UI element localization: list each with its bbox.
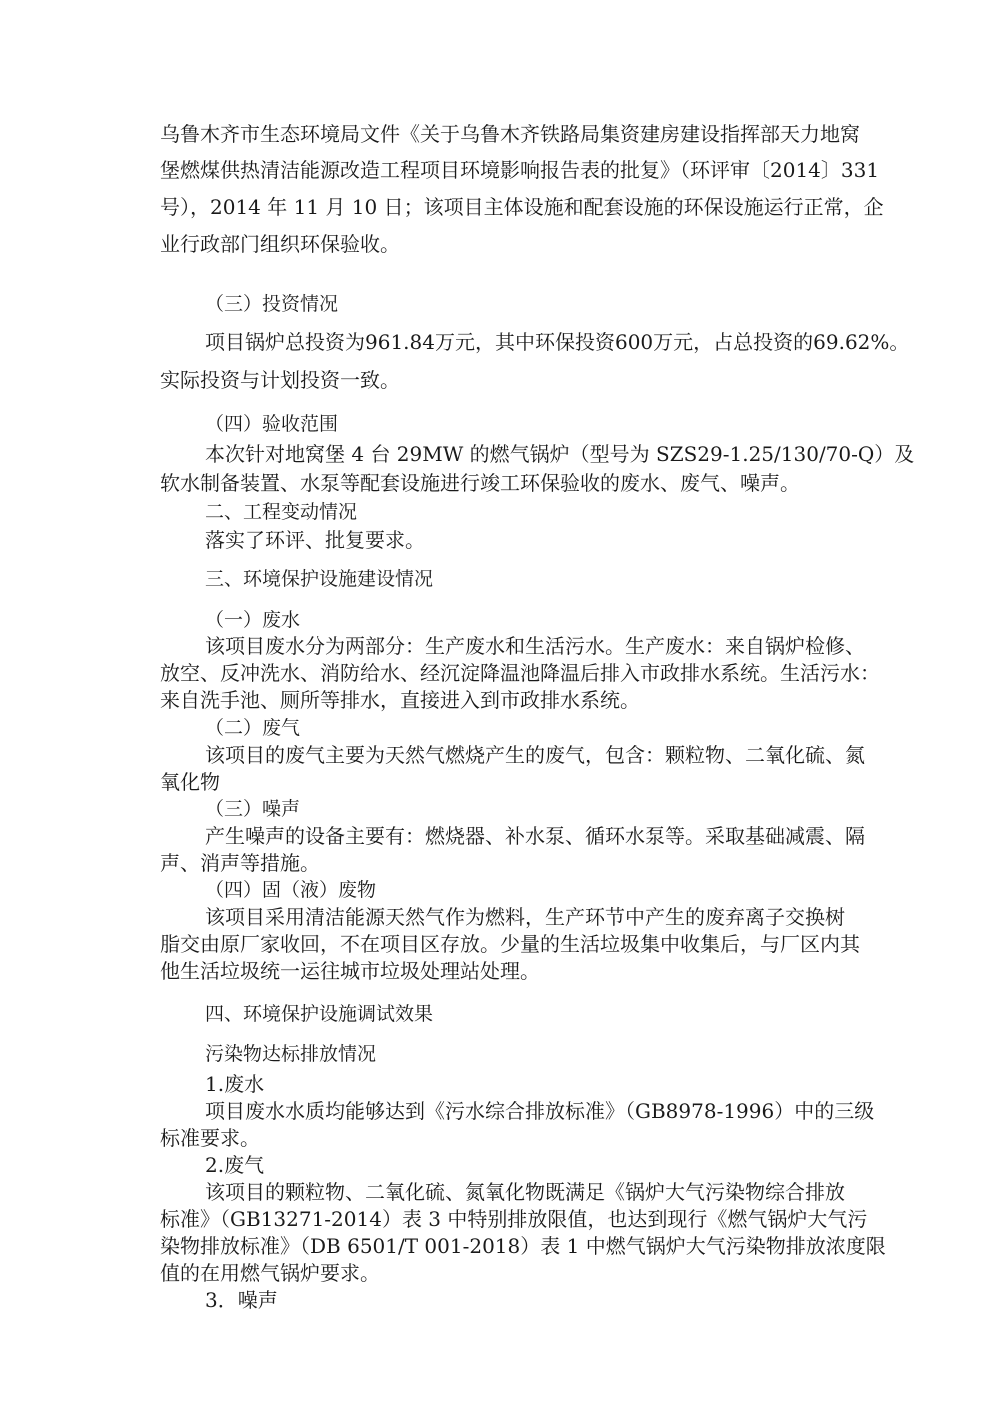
text-line: 标准》（GB13271-2014）表 3 中特别排放限值，也达到现行《燃气锅炉大气污: [160, 1207, 868, 1231]
text-line: 产生噪声的设备主要有：燃烧器、补水泵、循环水泵等。采取基础减震、隔: [205, 824, 865, 848]
section-heading: （三）投资情况: [205, 293, 339, 315]
section-heading: 四、环境保护设施调试效果: [205, 1003, 434, 1025]
text-line: 声、消声等措施。: [160, 851, 320, 875]
text-line: 项目废水水质均能够达到《污水综合排放标准》（GB8978-1996）中的三级: [205, 1099, 875, 1123]
text-line: 业行政部门组织环保验收。: [160, 232, 400, 256]
text-line: 该项目的颗粒物、二氧化硫、氮氧化物既满足《锅炉大气污染物综合排放: [205, 1180, 845, 1204]
section-heading: 二、工程变动情况: [205, 501, 358, 523]
text-line: 号），2014 年 11 月 10 日；该项目主体设施和配套设施的环保设施运行正常，企: [160, 195, 884, 219]
text-line: 标准要求。: [160, 1126, 260, 1150]
text-line: 该项目采用清洁能源天然气作为燃料，生产环节中产生的废弃离子交换树: [205, 905, 845, 929]
section-heading: （一）废水: [205, 609, 301, 631]
text-line: 项目锅炉总投资为961.84万元，其中环保投资600万元，占总投资的69.62%。: [205, 330, 910, 354]
text-line: 放空、反冲洗水、消防给水、经沉淀降温池降温后排入市政排水系统。生活污水：: [160, 661, 880, 685]
text-line: 来自洗手池、厕所等排水，直接进入到市政排水系统。: [160, 688, 640, 712]
section-heading: （二）废气: [205, 717, 301, 739]
subsection-heading: 3．噪声: [205, 1288, 278, 1312]
text-line: 实际投资与计划投资一致。: [160, 368, 400, 392]
text-line: 堡燃煤供热清洁能源改造工程项目环境影响报告表的批复》（环评审〔2014〕331: [160, 158, 880, 182]
text-line: 染物排放标准》（DB 6501/T 001-2018）表 1 中燃气锅炉大气污染物排放浓度限: [160, 1234, 886, 1258]
text-line: 氧化物: [160, 770, 220, 794]
text-line: 值的在用燃气锅炉要求。: [160, 1261, 380, 1285]
section-heading: （三）噪声: [205, 798, 301, 820]
subsection-heading: 1.废水: [205, 1072, 265, 1096]
text-line: 本次针对地窝堡 4 台 29MW 的燃气锅炉（型号为 SZS29-1.25/130/70-Q）及: [205, 442, 915, 466]
text-line: 软水制备装置、水泵等配套设施进行竣工环保验收的废水、废气、噪声。: [160, 471, 800, 495]
text-line: 该项目的废气主要为天然气燃烧产生的废气，包含：颗粒物、二氧化硫、氮: [205, 743, 865, 767]
subsection-heading: 2.废气: [205, 1153, 265, 1177]
section-heading: （四）固（液）废物: [205, 879, 377, 901]
text-line: 脂交由原厂家收回，不在项目区存放。少量的生活垃圾集中收集后，与厂区内其: [160, 932, 860, 956]
text-line: 落实了环评、批复要求。: [205, 528, 425, 552]
section-heading: 三、环境保护设施建设情况: [205, 568, 434, 590]
section-heading: （四）验收范围: [205, 413, 339, 435]
text-line: 他生活垃圾统一运往城市垃圾处理站处理。: [160, 959, 540, 983]
section-heading: 污染物达标排放情况: [205, 1043, 377, 1065]
text-line: 乌鲁木齐市生态环境局文件《关于乌鲁木齐铁路局集资建房建设指挥部天力地窝: [160, 122, 860, 146]
text-line: 该项目废水分为两部分：生产废水和生活污水。生产废水：来自锅炉检修、: [205, 634, 865, 658]
